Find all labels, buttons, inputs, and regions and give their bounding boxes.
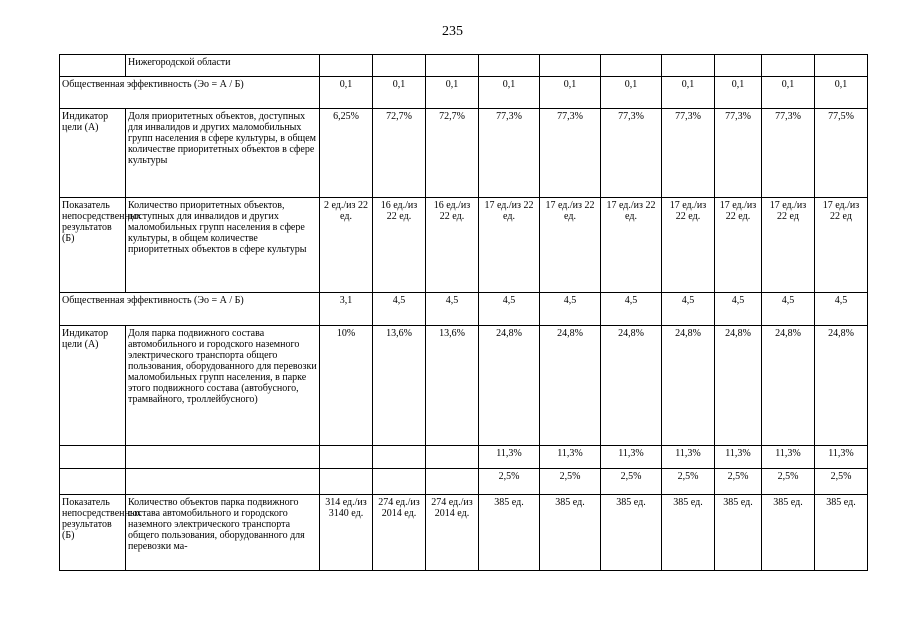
value-cell [479,55,540,77]
row-description: Количество приоритетных объектов, доступных для инвалидов и других маломобильных групп населения в сфере культуры, в общем количестве приоритетных объектов в сфере культуры [126,198,320,293]
value-cell: 77,3% [601,109,662,198]
value-cell: 11,3% [815,446,868,469]
table-row [60,109,868,198]
value-cell: 0,1 [479,77,540,109]
value-cell [320,55,373,77]
value-cell: 274 ед./из 2014 ед. [373,495,426,571]
value-cell: 11,3% [601,446,662,469]
value-cell [373,469,426,495]
value-cell: 77,3% [662,109,715,198]
value-cell [540,55,601,77]
value-cell: 17 ед./из 22 ед [762,198,815,293]
value-cell [426,469,479,495]
value-cell: 0,1 [662,77,715,109]
value-cell: 4,5 [540,293,601,326]
value-cell: 6,25% [320,109,373,198]
value-cell [373,446,426,469]
page-number: 235 [442,24,463,39]
row-description: Доля приоритетных объектов, доступных для инвалидов и других маломобильных групп населения в сфере культуры, в общем количестве приоритетных объектов в сфере культуры [126,109,320,198]
row-description [126,446,320,469]
value-cell: 314 ед./из 3140 ед. [320,495,373,571]
value-cell: 24,8% [715,326,762,446]
value-cell: 0,1 [426,77,479,109]
value-cell: 0,1 [715,77,762,109]
value-cell [601,55,662,77]
value-cell: 13,6% [373,326,426,446]
value-cell: 0,1 [601,77,662,109]
row-description: Количество объектов парка подвижного состава автомобильного и городского наземного электрического транспорта общего пользования, оборудованного для перевозки ма- [126,495,320,571]
table-body [60,55,868,571]
value-cell: 385 ед. [715,495,762,571]
value-cell [320,446,373,469]
value-cell: 24,8% [479,326,540,446]
value-cell: 2 ед./из 22 ед. [320,198,373,293]
value-cell: 77,3% [762,109,815,198]
row-category: Показатель непосредственных результатов (Б) [60,198,126,293]
value-cell: 0,1 [373,77,426,109]
table-row [60,495,868,571]
value-cell: 2,5% [815,469,868,495]
value-cell: 13,6% [426,326,479,446]
row-label: Общественная эффективность (Эо = А / Б) [60,293,320,326]
value-cell [815,55,868,77]
value-cell: 4,5 [479,293,540,326]
value-cell: 385 ед. [815,495,868,571]
value-cell [426,55,479,77]
table-row [60,293,868,326]
value-cell: 3,1 [320,293,373,326]
row-category: Индикатор цели (А) [60,109,126,198]
value-cell: 4,5 [715,293,762,326]
row-description: Доля парка подвижного состава автомобильного и городского наземного электрического транспорта общего пользования, оборудованного для перевозки маломобильных групп населения, в парке этого подвижного состава (автобусного, трамвайного, троллейбусного) [126,326,320,446]
value-cell: 72,7% [426,109,479,198]
value-cell: 4,5 [426,293,479,326]
value-cell: 17 ед./из 22 ед [815,198,868,293]
value-cell: 385 ед. [762,495,815,571]
value-cell: 4,5 [601,293,662,326]
value-cell: 24,8% [662,326,715,446]
table-row [60,77,868,109]
row-category: Индикатор цели (А) [60,326,126,446]
table-row [60,469,868,495]
value-cell: 2,5% [479,469,540,495]
value-cell: 77,3% [540,109,601,198]
value-cell: 17 ед./из 22 ед. [540,198,601,293]
value-cell: 17 ед./из 22 ед. [662,198,715,293]
row-description [126,469,320,495]
value-cell: 77,3% [715,109,762,198]
value-cell: 0,1 [540,77,601,109]
value-cell: 24,8% [762,326,815,446]
table-row [60,55,868,77]
value-cell: 4,5 [373,293,426,326]
table-row [60,446,868,469]
value-cell: 17 ед./из 22 ед. [715,198,762,293]
value-cell: 16 ед./из 22 ед. [373,198,426,293]
value-cell: 24,8% [540,326,601,446]
value-cell: 2,5% [540,469,601,495]
value-cell: 274 ед./из 2014 ед. [426,495,479,571]
value-cell: 2,5% [715,469,762,495]
value-cell: 0,1 [815,77,868,109]
value-cell: 4,5 [762,293,815,326]
value-cell [320,469,373,495]
row-category [60,55,126,77]
value-cell: 72,7% [373,109,426,198]
value-cell: 17 ед./из 22 ед. [601,198,662,293]
row-description: Нижегородской области [126,55,320,77]
value-cell: 11,3% [715,446,762,469]
value-cell: 77,3% [479,109,540,198]
value-cell: 17 ед./из 22 ед. [479,198,540,293]
value-cell [426,446,479,469]
value-cell: 385 ед. [540,495,601,571]
value-cell: 2,5% [662,469,715,495]
value-cell: 24,8% [601,326,662,446]
table-row [60,326,868,446]
value-cell: 16 ед./из 22 ед. [426,198,479,293]
row-category [60,446,126,469]
table-row [60,198,868,293]
value-cell: 24,8% [815,326,868,446]
value-cell: 385 ед. [479,495,540,571]
value-cell [373,55,426,77]
row-category: Показатель непосредственных результатов (Б) [60,495,126,571]
value-cell: 11,3% [540,446,601,469]
value-cell: 4,5 [662,293,715,326]
indicator-table [59,54,868,571]
value-cell: 0,1 [320,77,373,109]
value-cell: 385 ед. [662,495,715,571]
value-cell: 11,3% [479,446,540,469]
row-category [60,469,126,495]
value-cell: 2,5% [762,469,815,495]
value-cell: 385 ед. [601,495,662,571]
value-cell [762,55,815,77]
row-label: Общественная эффективность (Эо = А / Б) [60,77,320,109]
value-cell [662,55,715,77]
value-cell: 11,3% [762,446,815,469]
value-cell: 77,5% [815,109,868,198]
value-cell: 10% [320,326,373,446]
value-cell: 4,5 [815,293,868,326]
value-cell: 11,3% [662,446,715,469]
value-cell [715,55,762,77]
value-cell: 2,5% [601,469,662,495]
value-cell: 0,1 [762,77,815,109]
